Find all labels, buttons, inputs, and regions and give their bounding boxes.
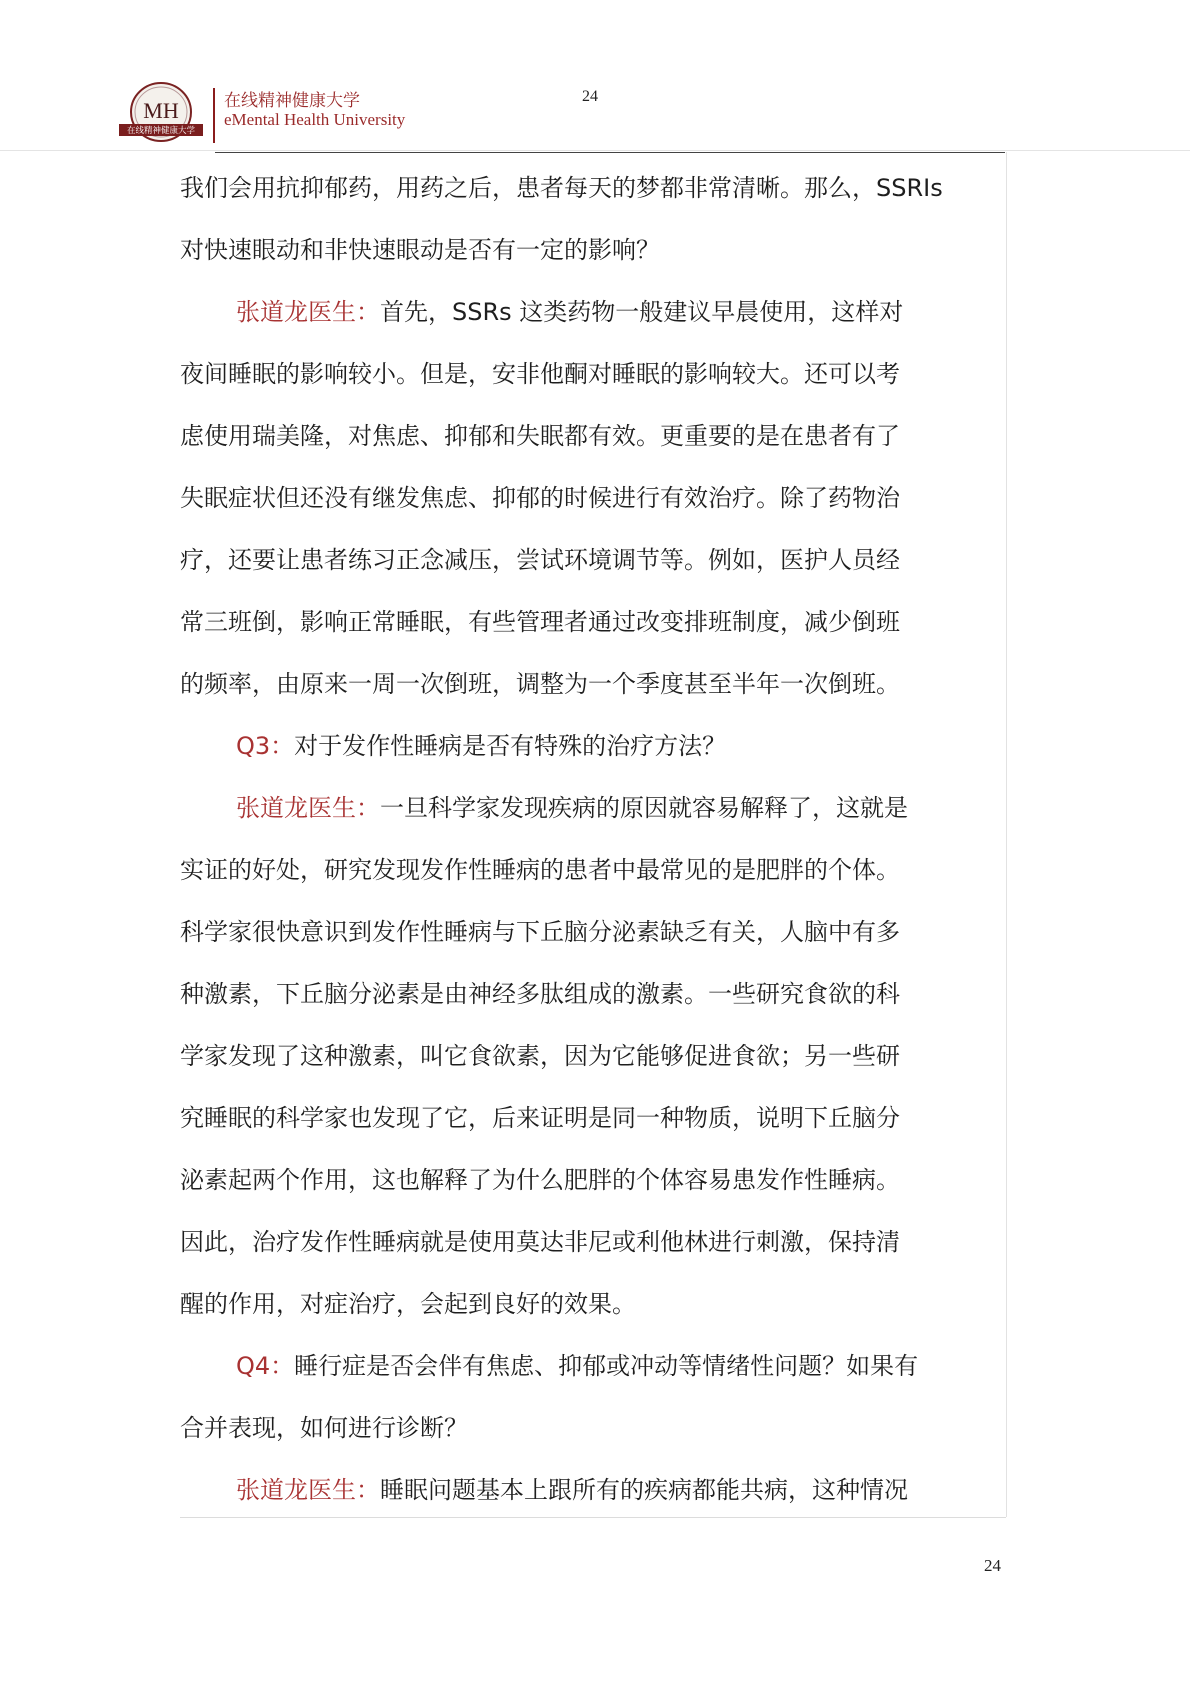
logo-divider	[213, 88, 215, 143]
text-line: 的频率，由原来一周一次倒班，调整为一个季度甚至半年一次倒班。	[180, 670, 900, 698]
question-line: Q3：对于发作性睡病是否有特殊的治疗方法？	[236, 732, 727, 760]
text-line: 失眠症状但还没有继发焦虑、抑郁的时候进行有效治疗。除了药物治	[180, 484, 900, 512]
speaker-label: 张道龙医生：	[236, 1476, 380, 1504]
question-line: Q4：睡行症是否会伴有焦虑、抑郁或冲动等情绪性问题？如果有	[236, 1352, 919, 1380]
text-line: 张道龙医生：首先，SSRs 这类药物一般建议早晨使用，这样对	[236, 298, 904, 326]
text-line: 因此，治疗发作性睡病就是使用莫达非尼或利他林进行刺激，保持清	[180, 1228, 900, 1256]
org-name-cn: 在线精神健康大学	[224, 91, 360, 111]
question-label: Q4：	[236, 1352, 295, 1380]
text-line: 对快速眼动和非快速眼动是否有一定的影响？	[180, 236, 660, 264]
header-rule-faint	[0, 150, 1190, 151]
speaker-label: 张道龙医生：	[236, 794, 380, 822]
footer-page-number: 24	[984, 1556, 1001, 1575]
body-text	[180, 157, 1006, 1521]
header-page-number: 24	[582, 88, 598, 105]
footer-rule	[180, 1517, 1006, 1518]
text-line: 合并表现，如何进行诊断？	[180, 1414, 468, 1442]
speaker-label: 张道龙医生：	[236, 298, 380, 326]
text-frame-right-edge	[1006, 152, 1007, 1517]
text-line: 究睡眠的科学家也发现了它，后来证明是同一种物质，说明下丘脑分	[180, 1104, 900, 1132]
question-label: Q3：	[236, 732, 295, 760]
text-line: 实证的好处，研究发现发作性睡病的患者中最常见的是肥胖的个体。	[180, 856, 900, 884]
text-line: 科学家很快意识到发作性睡病与下丘脑分泌素缺乏有关，人脑中有多	[180, 918, 900, 946]
text-line: 我们会用抗抑郁药，用药之后，患者每天的梦都非常清晰。那么，SSRIs	[180, 174, 943, 202]
text-line: 醒的作用，对症治疗，会起到良好的效果。	[180, 1290, 636, 1318]
text-line: 常三班倒，影响正常睡眠，有些管理者通过改变排班制度，减少倒班	[180, 608, 900, 636]
org-name-en: eMental Health University	[224, 110, 406, 129]
text-line: 张道龙医生：睡眠问题基本上跟所有的疾病都能共病，这种情况	[236, 1476, 908, 1504]
text-line: 张道龙医生：一旦科学家发现疾病的原因就容易解释了，这就是	[236, 794, 908, 822]
text-line: 疗，还要让患者练习正念减压，尝试环境调节等。例如，医护人员经	[180, 546, 900, 574]
text-line: 夜间睡眠的影响较小。但是，安非他酮对睡眠的影响较大。还可以考	[180, 360, 900, 388]
header-rule	[215, 152, 1005, 153]
logo-subtext: 在线精神健康大学	[126, 126, 196, 136]
text-line: 虑使用瑞美隆，对焦虑、抑郁和失眠都有效。更重要的是在患者有了	[180, 422, 900, 450]
text-line: 泌素起两个作用，这也解释了为什么肥胖的个体容易患发作性睡病。	[180, 1166, 900, 1194]
page-header	[0, 0, 1190, 160]
text-line: 种激素，下丘脑分泌素是由神经多肽组成的激素。一些研究食欲的科	[180, 980, 900, 1008]
university-logo	[117, 80, 205, 150]
logo-text: MH	[143, 98, 179, 123]
text-line: 学家发现了这种激素，叫它食欲素，因为它能够促进食欲；另一些研	[180, 1042, 900, 1070]
